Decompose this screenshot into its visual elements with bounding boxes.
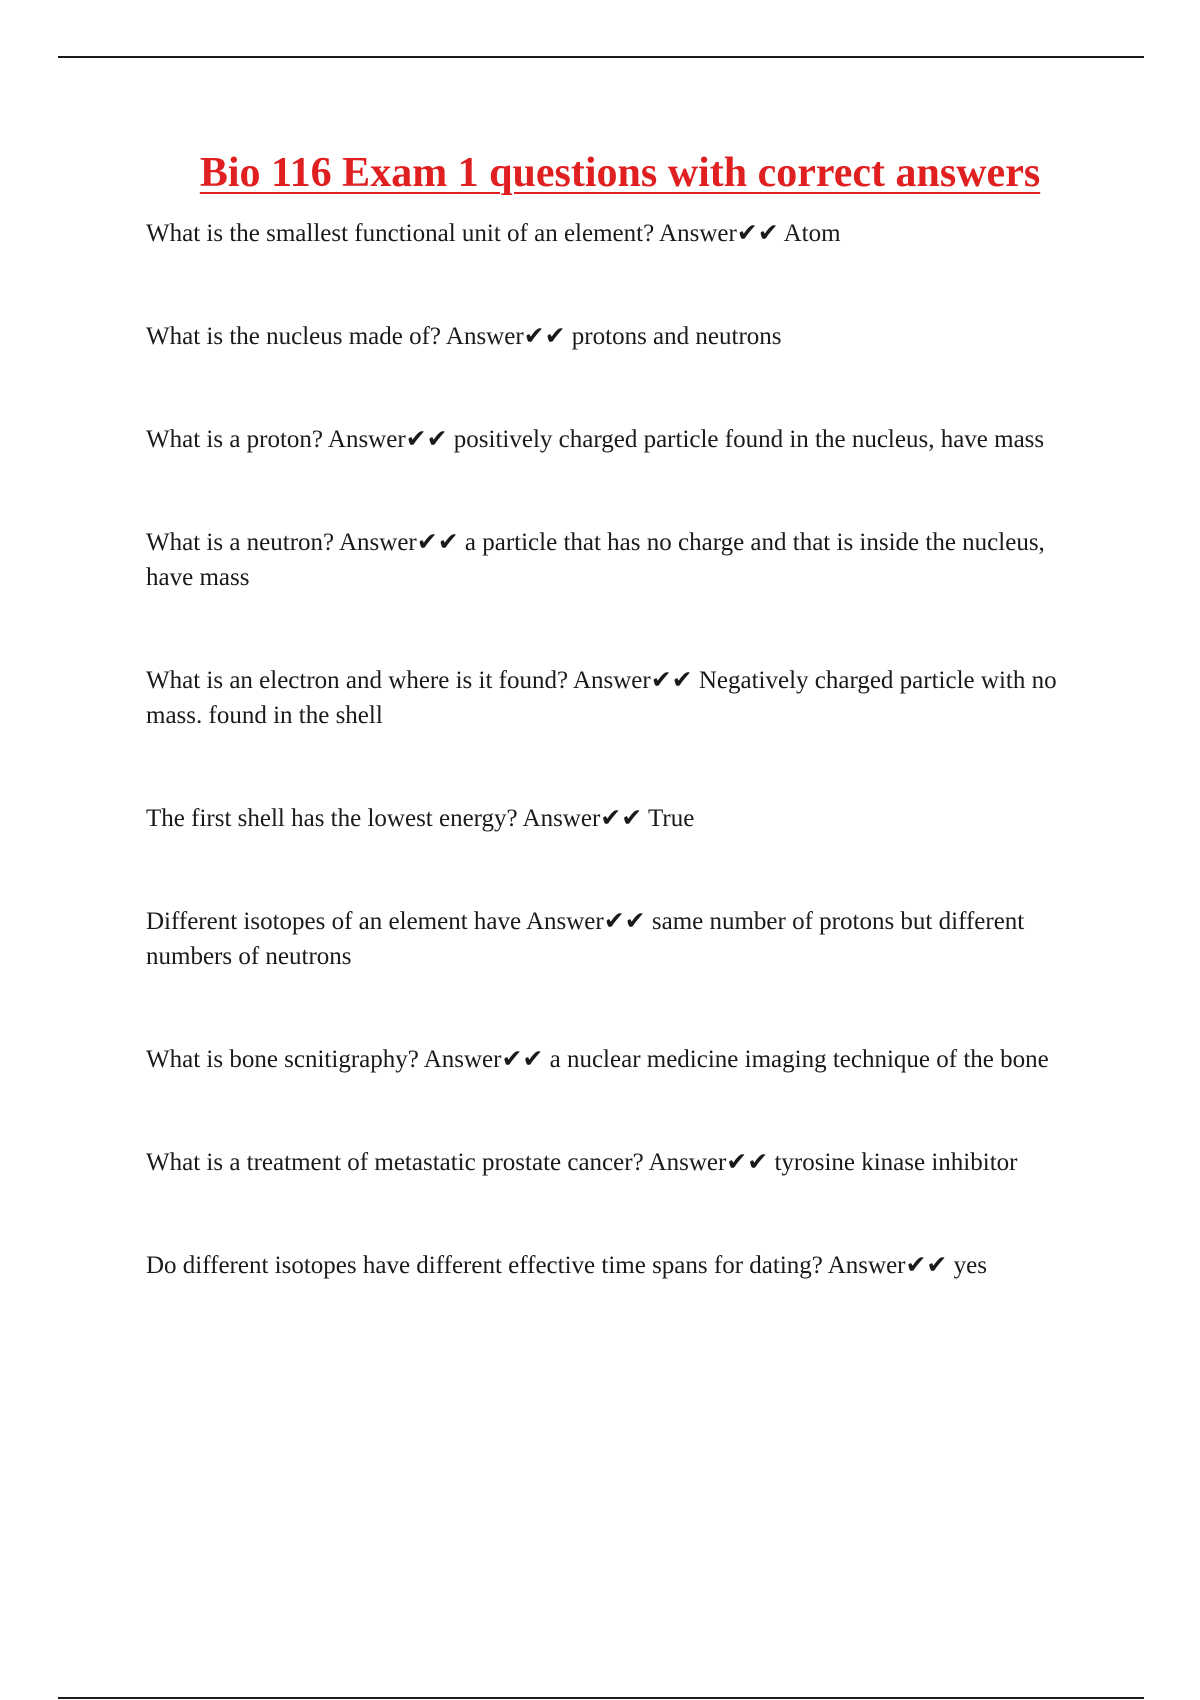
qa-item: What is a neutron? Answer✔✔ a particle that has no charge and that is inside the nucleus, have mass <box>146 529 1045 591</box>
qa-item: What is the smallest functional unit of an element? Answer✔✔ Atom <box>146 220 841 247</box>
qa-item: What is the nucleus made of? Answer✔✔ protons and neutrons <box>146 323 782 350</box>
qa-item: What is a treatment of metastatic prostate cancer? Answer✔✔ tyrosine kinase inhibitor <box>146 1149 1018 1176</box>
qa-item: What is an electron and where is it found? Answer✔✔ Negatively charged particle with no mass. found in the shell <box>146 667 1057 729</box>
qa-item: What is a proton? Answer✔✔ positively charged particle found in the nucleus, have mass <box>146 426 1045 453</box>
qa-item: What is bone scnitigraphy? Answer✔✔ a nuclear medicine imaging technique of the bone <box>146 1046 1049 1073</box>
qa-item: Different isotopes of an element have Answer✔✔ same number of protons but different numbers of neutrons <box>146 908 1025 970</box>
top-divider <box>58 56 1144 58</box>
qa-list <box>146 216 1096 1283</box>
page-title: Bio 116 Exam 1 questions with correct answers <box>199 150 1041 196</box>
qa-item: The first shell has the lowest energy? Answer✔✔ True <box>146 805 695 832</box>
qa-item: Do different isotopes have different effective time spans for dating? Answer✔✔ yes <box>146 1252 987 1279</box>
bottom-divider <box>58 1697 1144 1699</box>
